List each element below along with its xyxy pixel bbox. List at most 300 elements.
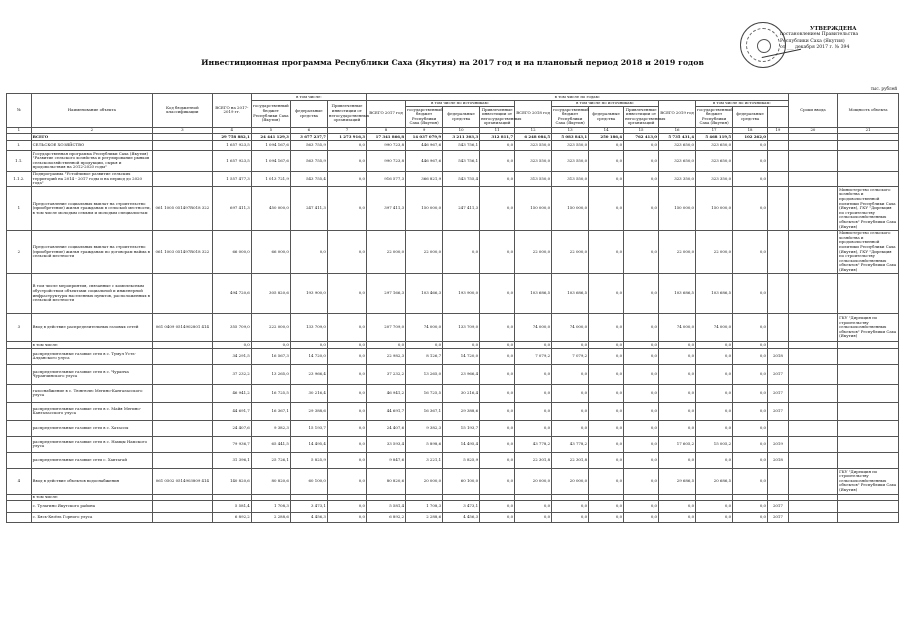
amount-cell: 7 079,2 [515,348,552,364]
amount-cell: 13 265,0 [251,364,290,384]
header-total: ВСЕГО на 2017-2019 гг. [212,94,251,128]
amount-cell [659,494,696,501]
column-number: 11 [480,127,515,134]
column-number: 20 [788,127,837,134]
amount-cell: 0,0 [515,384,552,402]
term-cell [768,342,789,349]
budget-code: 061 1005 051497R018 322 [153,187,213,230]
amount-cell: 0,0 [589,230,624,273]
column-number: 10 [443,127,480,134]
table-row [7,384,899,402]
amount-cell: 0,0 [624,384,659,402]
amount-cell: 0,0 [327,468,366,494]
row-number [7,364,32,384]
amount-cell: 66 000,0 [212,230,251,273]
amount-cell [290,494,327,501]
column-number: 8 [366,127,405,134]
amount-cell: 0,0 [480,468,515,494]
column-number-row [7,127,899,134]
row-number: 1.1.2. [7,171,32,187]
amount-cell: 0,0 [366,342,405,349]
capacity-cell [788,230,837,273]
table-row [7,342,899,349]
amount-cell: 0,0 [327,274,366,314]
amount-cell: 0,0 [696,402,733,420]
approval-line-1: постановлением Правительства [780,32,859,38]
term-cell [768,141,789,151]
amount-cell: 0,0 [552,384,589,402]
row-number [7,494,32,501]
amount-cell: 25 726,1 [251,452,290,468]
amount-cell: 37 232,2 [212,364,251,384]
amount-cell: 0,0 [327,141,366,151]
customer-cell [838,513,899,523]
header-src-2018: в том числе по источникам: [552,100,659,107]
amount-cell: 0,0 [659,342,696,349]
term-cell [768,420,789,436]
amount-cell [696,494,733,501]
budget-code [153,342,213,349]
header-capacity: Мощность объекта [838,94,899,128]
amount-cell: 323 550,0 [515,151,552,171]
budget-code [153,274,213,314]
amount-cell: 60 100,0 [290,468,327,494]
term-cell: 2018 [768,452,789,468]
customer-cell [838,402,899,420]
amount-cell [552,494,589,501]
object-name: Ввод в действие объектов водоснабжения [31,468,152,494]
amount-cell: 0,0 [480,171,515,187]
amount-cell: 14 037 079,9 [406,134,443,141]
amount-cell: 697 411,3 [212,187,251,230]
amount-cell: 8 126,7 [406,348,443,364]
amount-cell [480,494,515,501]
row-number [7,134,32,141]
amount-cell: 1 013 721,9 [251,171,290,187]
amount-cell: 0,0 [659,420,696,436]
budget-code [153,420,213,436]
amount-cell: 5 468 119,5 [696,134,733,141]
amount-cell: 103 686,5 [552,274,589,314]
amount-cell: 46 941,2 [212,384,251,402]
amount-cell: 0,0 [552,364,589,384]
amount-cell: 1 557 477,3 [212,171,251,187]
customer-cell: ГКУ "Дирекция по строительству сельскохозяйственных объектов" Республики Саха (Якутия) [838,468,899,494]
amount-cell: 0,0 [733,402,768,420]
amount-cell: 22 000,0 [406,230,443,273]
table-row [7,501,899,513]
term-cell: 2017 [768,384,789,402]
amount-cell: 20 686,5 [696,468,733,494]
column-number: 3 [153,127,213,134]
column-number: 4 [212,127,251,134]
row-number: I. [7,141,32,151]
amount-cell: 33 593,4 [366,436,405,452]
amount-cell: 150 000,0 [406,187,443,230]
capacity-cell [788,348,837,364]
amount-cell: 1 657 923,5 [212,151,251,171]
amount-cell: 0,0 [589,402,624,420]
header-total-2019: ВСЕГО 2019 год [659,100,696,127]
header-src-2017: в том числе по источникам: [406,100,515,107]
term-cell [768,468,789,494]
header-incl: в том числе: [251,94,366,101]
amount-cell: 450 000,0 [251,187,290,230]
amount-cell: 2 288,6 [251,513,290,523]
term-cell [768,134,789,141]
amount-cell: 0,0 [624,230,659,273]
amount-cell: 0,0 [733,468,768,494]
table-row [7,436,899,452]
amount-cell: 563 755,9 [290,141,327,151]
amount-cell: 44 691,7 [366,402,405,420]
amount-cell: 0,0 [733,436,768,452]
amount-cell: 22 982,3 [366,348,405,364]
budget-code [153,494,213,501]
capacity-cell [788,314,837,342]
amount-cell: 34 291,5 [212,348,251,364]
amount-cell: 355 709,0 [212,314,251,342]
header-total-2018: ВСЕГО 2018 год [515,100,552,127]
amount-cell: 1 273 916,3 [327,134,366,141]
budget-code: 061 0409 0514902801 414 [153,314,213,342]
customer-cell: Министерство сельского хозяйства и продовольственной политики Республики Саха (Якутия), ГКУ "Дирекция по строительству сельскохозяйственных объектов" Республики Саха (Якутия) [838,187,899,230]
capacity-cell [788,436,837,452]
header-fed-2018: федеральные средства [589,107,624,127]
column-number: 1 [7,127,32,134]
customer-cell: ГКУ "Дирекция по строительству сельскохозяйственных объектов" Республики Саха (Якутия) [838,314,899,342]
capacity-cell [788,171,837,187]
capacity-cell [788,141,837,151]
amount-cell: 5 581,4 [366,501,405,513]
object-name: с. Бясь-Кюёль Горного улуса [31,513,152,523]
amount-cell: 22 000,0 [515,230,552,273]
amount-cell: 0,0 [327,384,366,402]
amount-cell: 0,0 [696,342,733,349]
budget-code [153,134,213,141]
amount-cell: 0,0 [327,402,366,420]
amount-cell: 0,0 [212,342,251,349]
amount-cell: 0,0 [589,141,624,151]
header-fed-2019: федеральные средства [733,107,768,127]
amount-cell: 0,0 [624,171,659,187]
amount-cell: 22 301,8 [552,452,589,468]
amount-cell: 66 000,0 [251,230,290,273]
amount-cell: 22 301,8 [515,452,552,468]
amount-cell: 0,0 [733,342,768,349]
amount-cell: 1 094 167,6 [251,151,290,171]
amount-cell: 1 094 167,6 [251,141,290,151]
column-number: 13 [552,127,589,134]
amount-cell: 0,0 [515,364,552,384]
amount-cell: 0,0 [589,364,624,384]
amount-cell: 0,0 [589,468,624,494]
amount-cell: 0,0 [624,342,659,349]
amount-cell: 0,0 [589,274,624,314]
customer-cell [838,134,899,141]
amount-cell: 0,0 [696,501,733,513]
amount-cell: 0,0 [696,452,733,468]
budget-code: 061 1003 051497R018 322 [153,230,213,273]
term-cell [768,151,789,171]
amount-cell: 0,0 [624,402,659,420]
amount-cell: 297 166,3 [366,274,405,314]
object-name: в том числе: [31,494,152,501]
header-neg-2018: Привлеченные инвестиции от негосударственных организаций [625,106,666,126]
term-cell [768,230,789,273]
amount-cell: 323 650,0 [696,141,733,151]
amount-cell: 0,0 [480,384,515,402]
amount-cell: 0,0 [327,171,366,187]
amount-cell: 79 936,7 [212,436,251,452]
object-name: Ввод в действие распределительных газовых сетей [31,314,152,342]
object-name: распределительные газовые сети в с. Тумул Усть-Алданского улуса [31,348,152,364]
customer-cell [838,452,899,468]
amount-cell: 0,0 [327,230,366,273]
row-number [7,348,32,364]
amount-cell: 0,0 [251,342,290,349]
header-total-2017: ВСЕГО 2017 год [366,100,405,127]
amount-cell: 3 473,1 [443,501,480,513]
capacity-cell [788,513,837,523]
amount-cell: 0,0 [589,342,624,349]
amount-cell: 193 900,0 [290,274,327,314]
amount-cell [366,494,405,501]
header-rs-budget: государственный бюджет Республики Саха (Якутия) [251,100,290,127]
capacity-cell [788,364,837,384]
amount-cell [733,494,768,501]
amount-cell: 0,0 [515,501,552,513]
object-name: распределительные газовые сети с. Хаптагай [31,452,152,468]
amount-cell: 22 000,0 [696,230,733,273]
amount-cell: 0,0 [327,314,366,342]
amount-cell: 0,0 [480,187,515,230]
amount-cell: 0,0 [515,420,552,436]
object-name: распределительные газовые сети в с. Чурапча Чурапчинского улуса [31,364,152,384]
amount-cell: 0,0 [733,274,768,314]
amount-cell: 323 650,0 [659,141,696,151]
unit-note: тыс. рублей [870,86,897,91]
amount-cell [624,494,659,501]
amount-cell: 305 820,6 [251,274,290,314]
document-title: Инвестиционная программа Республики Саха (Якутия) на 2017 год и на плановый период 2018 и 2019 годов [201,58,704,67]
term-cell: 2017 [768,364,789,384]
budget-code [153,501,213,513]
amount-cell: 0,0 [624,452,659,468]
capacity-cell [788,134,837,141]
amount-cell: 150 000,0 [552,187,589,230]
amount-cell: 0,0 [733,348,768,364]
amount-cell: 29 388,6 [290,402,327,420]
amount-cell: 103 686,5 [696,274,733,314]
amount-cell: 43 778,2 [552,436,589,452]
amount-cell: 17 341 866,8 [366,134,405,141]
amount-cell: 14 495,4 [290,436,327,452]
amount-cell: 14 720,0 [290,348,327,364]
amount-cell: 0,0 [733,513,768,523]
amount-cell: 0,0 [327,187,366,230]
approval-line-2: Республики Саха (Якутия) [780,38,845,44]
amount-cell: 23 966,4 [443,364,480,384]
amount-cell: 13 265,0 [406,364,443,384]
term-cell [768,274,789,314]
amount-cell [406,494,443,501]
amount-cell: 543 756,1 [443,141,480,151]
table-row [7,402,899,420]
amount-cell: 16 367,1 [251,402,290,420]
object-name: В том числе мероприятия, связанные с комплексным обустройством объектами социальной и инженерной инфраструктуры населенных пунктов, расположенных в сельской местности [31,274,152,314]
amount-cell: 9 382,3 [406,420,443,436]
approval-block [780,26,898,52]
amount-cell: 762 413,0 [624,134,659,141]
amount-cell: 6 892,2 [212,513,251,523]
amount-cell: 0,0 [696,348,733,364]
amount-cell: 74 000,0 [515,314,552,342]
capacity-cell [788,402,837,420]
amount-cell: 0,0 [290,342,327,349]
approval-title: УТВЕРЖДЕНА [810,26,857,32]
amount-cell: 0,0 [552,342,589,349]
amount-cell: 0,0 [290,230,327,273]
amount-cell: 0,0 [733,452,768,468]
customer-cell [838,420,899,436]
amount-cell: 15 193,7 [290,420,327,436]
amount-cell: 0,0 [733,314,768,342]
amount-cell: 103 466,3 [406,274,443,314]
table-row [7,452,899,468]
table-body [7,127,899,523]
row-number: 4 [7,468,32,494]
amount-cell: 0,0 [624,468,659,494]
amount-cell: 0,0 [624,314,659,342]
amount-cell: 15 005,2 [696,436,733,452]
amount-cell: 1 708,3 [406,501,443,513]
table-row [7,230,899,273]
amount-cell: 0,0 [552,501,589,513]
customer-cell: Министерство сельского хозяйства и продовольственной политики Республики Саха (Якутия), ГКУ "Дирекция по строительству сельскохозяйственных объектов" Республики Саха (Якутия) [838,230,899,273]
amount-cell: 0,0 [327,420,366,436]
customer-cell [838,342,899,349]
customer-cell [838,494,899,501]
amount-cell: 23 966,4 [290,364,327,384]
amount-cell: 0,0 [733,384,768,402]
amount-cell: 5 825,9 [443,452,480,468]
column-number: 17 [696,127,733,134]
amount-cell: 0,0 [327,342,366,349]
amount-cell: 0,0 [624,274,659,314]
amount-cell: 20 000,0 [515,468,552,494]
amount-cell: 0,0 [480,342,515,349]
amount-cell: 323 350,0 [659,171,696,187]
amount-cell: 0,0 [733,501,768,513]
amount-cell: 0,0 [327,348,366,364]
amount-cell: 102 262,0 [733,134,768,141]
amount-cell: 0,0 [624,501,659,513]
amount-cell: 30 216,4 [443,384,480,402]
header-name: Наименование объекта [31,94,152,128]
object-name: Предоставление социальных выплат на строительство (приобретение) жилья гражданам по договорам найма в сельской местности [31,230,152,273]
amount-cell: 0,0 [624,436,659,452]
approval-line-3: от ___ декабря 2017 г. № 394 [780,45,850,51]
row-number [7,513,32,523]
amount-cell: 0,0 [733,364,768,384]
amount-cell: 140 820,6 [212,468,251,494]
column-number: 15 [624,127,659,134]
budget-code [153,364,213,384]
amount-cell: 1 708,3 [251,501,290,513]
table-row [7,468,899,494]
investment-table [6,93,899,523]
header-federal: федеральные средства [290,100,327,127]
amount-cell: 0,0 [589,187,624,230]
amount-cell [212,494,251,501]
amount-cell: 0,0 [327,452,366,468]
term-cell [768,187,789,230]
amount-cell: 0,0 [659,384,696,402]
term-cell: 2017 [768,501,789,513]
object-name: ВСЕГО [31,134,152,141]
capacity-cell [788,452,837,468]
amount-cell: 0,0 [696,420,733,436]
capacity-cell [788,494,837,501]
amount-cell: 0,0 [327,151,366,171]
capacity-cell [788,384,837,402]
amount-cell: 0,0 [589,513,624,523]
amount-cell: 9 382,3 [251,420,290,436]
amount-cell: 74 000,0 [406,314,443,342]
amount-cell: 2 288,6 [406,513,443,523]
customer-cell [838,348,899,364]
amount-cell: 30 216,4 [290,384,327,402]
amount-cell: 44 691,7 [212,402,251,420]
amount-cell: 0,0 [589,151,624,171]
amount-cell: 7 079,2 [552,348,589,364]
amount-cell: 22 000,0 [659,230,696,273]
amount-cell: 0,0 [733,230,768,273]
term-cell [768,314,789,342]
amount-cell: 312 811,7 [480,134,515,141]
table-row [7,274,899,314]
amount-cell: 0,0 [552,402,589,420]
amount-cell: 24 441 129,3 [251,134,290,141]
amount-cell: 323 550,0 [552,141,589,151]
amount-cell: 0,0 [624,420,659,436]
amount-cell: 22 000,0 [552,230,589,273]
column-number: 12 [515,127,552,134]
amount-cell [327,494,366,501]
header-term: Сроки ввода [788,94,837,128]
amount-cell: 0,0 [733,141,768,151]
amount-cell: 60 100,0 [443,468,480,494]
amount-cell: 0,0 [327,364,366,384]
amount-cell: 9 847,6 [366,452,405,468]
table-row [7,171,899,187]
amount-cell: 24 407,6 [212,420,251,436]
object-name: в том числе: [31,342,152,349]
amount-cell: 5 825,9 [290,452,327,468]
amount-cell: 0,0 [515,513,552,523]
amount-cell: 0,0 [480,513,515,523]
amount-cell: 0,0 [327,501,366,513]
amount-cell: 4 456,3 [443,513,480,523]
amount-cell: 0,0 [696,513,733,523]
column-number: 16 [659,127,696,134]
amount-cell: 0,0 [480,420,515,436]
customer-cell [838,171,899,187]
row-number [7,436,32,452]
amount-cell: 0,0 [480,274,515,314]
amount-cell: 24 407,6 [366,420,405,436]
